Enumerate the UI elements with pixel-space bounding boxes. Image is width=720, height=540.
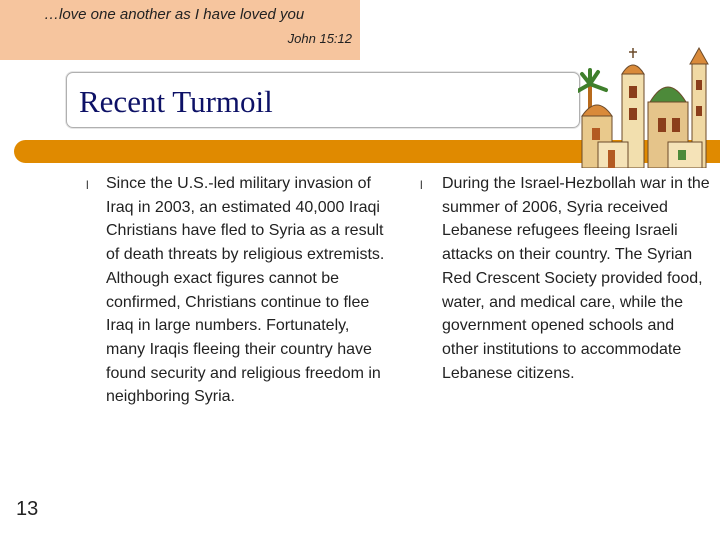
bullet-marker: l — [86, 178, 89, 192]
bullet-text-right: During the Israel-Hezbollah war in the summer of 2006, Syria received Lebanese refugees fleeing Israeli attacks on their country. The Syrian Red Crescent Society provided food, water, and medical care, while the government opened schools and other institutions to accommodate Lebanese citizens. — [442, 175, 710, 382]
village-illustration — [578, 46, 720, 168]
bullet-text-left: Since the U.S.-led military invasion of Iraq in 2003, an estimated 40,000 Iraqi Christians have fled to Syria as a result of death threats by religious extremists. Although exact figures cannot be confirmed, Christians continue to flee Iraq in large numbers. Fortunately, many Iraqis fleeing their country have found security and religious freedom in neighboring Syria. — [106, 175, 385, 406]
bullet-marker: l — [420, 178, 423, 192]
slide-title: Recent Turmoil — [79, 84, 273, 119]
title-box — [66, 72, 580, 128]
slide-number: 13 — [16, 498, 39, 520]
quote-reference: John 15:12 — [287, 31, 352, 46]
quote-text: …love one another as I have loved you — [44, 6, 305, 23]
quote-box — [0, 0, 360, 60]
